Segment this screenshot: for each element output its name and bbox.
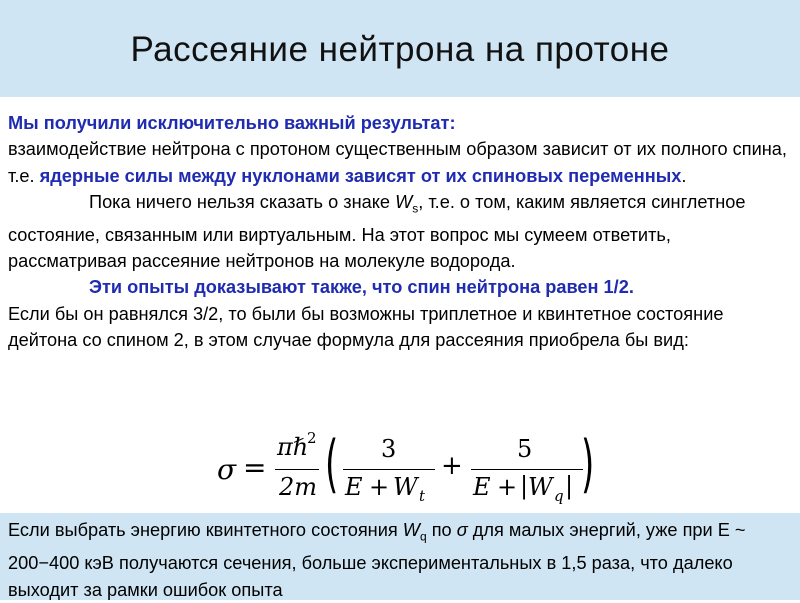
plus-sign: + xyxy=(441,451,463,481)
paragraph-result xyxy=(8,110,793,189)
fraction1-wt-subscript: t xyxy=(419,487,426,505)
coefficient-denominator: 2m xyxy=(279,473,318,501)
fraction2-bar xyxy=(471,469,583,470)
paragraph-singlet xyxy=(8,189,793,275)
fraction2-bar-left: | xyxy=(520,472,529,500)
singlet-text-a: Пока ничего нельзя сказать о знаке xyxy=(89,191,396,212)
conclusion-text-a: Если выбрать энергию квинтетного состояния xyxy=(8,520,403,540)
coefficient-numerator: πℏ xyxy=(277,433,309,461)
fraction1-bar xyxy=(343,469,435,470)
result-heading: Мы получили исключительно важный результат: xyxy=(8,113,456,133)
conclusion-box xyxy=(0,513,800,600)
result-emphasis: ядерные силы между нуклонами зависят от их спиновых переменных xyxy=(39,165,682,186)
title-bar xyxy=(0,0,800,97)
wq-symbol: W xyxy=(402,520,420,540)
fraction2-wq: W xyxy=(528,473,553,501)
coefficient-fraction-bar xyxy=(275,469,319,470)
conclusion-text-c: для малых энергий, уже при Е ~ 200−400 кэВ получаются сечения, больше экспериментальных в 1,5 раза, что далеко выходит за рамки ошибок опыта xyxy=(8,520,746,600)
spin-text: Если бы он равнялся 3/2, то были бы возможны триплетное и квинтетное состояние дейтона со спином 2, в этом случае формула для рассеяния приобрела бы вид: xyxy=(8,303,724,351)
equals-sign: = xyxy=(243,451,267,484)
slide-title: Рассеяние нейтрона на протоне xyxy=(130,30,670,69)
fraction2-energy: E xyxy=(473,473,491,501)
slide-body xyxy=(0,97,800,513)
body-text xyxy=(8,110,793,353)
fraction2-bar-right: | xyxy=(565,472,574,500)
fraction2-plus: + xyxy=(497,473,518,501)
cross-section-formula xyxy=(215,427,615,511)
right-parenthesis: ) xyxy=(581,427,595,500)
ws-subscript: s xyxy=(412,201,419,216)
ws-symbol: W xyxy=(395,191,413,212)
fraction2-numerator: 5 xyxy=(517,435,533,463)
fraction1-plus: + xyxy=(369,473,390,501)
result-text: взаимодействие нейтрона с протоном существенным образом зависит от их полного спина, т.е. xyxy=(8,139,787,186)
sigma-symbol: σ xyxy=(217,453,237,486)
coefficient-exponent: 2 xyxy=(307,429,317,447)
fraction2-wq-subscript: q xyxy=(554,487,564,505)
spin-emphasis: Эти опыты доказывают также, что спин нейтрона равен 1/2. xyxy=(89,277,634,298)
singlet-text-b: , т.е. о том, каким является синглетное состояние, связанным или виртуальным. На этот вопрос мы сумеем ответить, рассматривая рассеяние нейтронов на молекуле водорода. xyxy=(8,191,746,272)
sigma-inline: σ xyxy=(456,520,468,540)
conclusion-text-b: по xyxy=(426,520,457,540)
conclusion-text xyxy=(8,517,794,603)
result-end: . xyxy=(681,165,687,186)
left-parenthesis: ( xyxy=(325,427,339,500)
fraction1-wt: W xyxy=(393,473,418,501)
paragraph-spin xyxy=(8,274,793,353)
wq-subscript: q xyxy=(419,529,427,544)
fraction1-energy: E xyxy=(345,473,363,501)
fraction1-numerator: 3 xyxy=(381,435,397,463)
